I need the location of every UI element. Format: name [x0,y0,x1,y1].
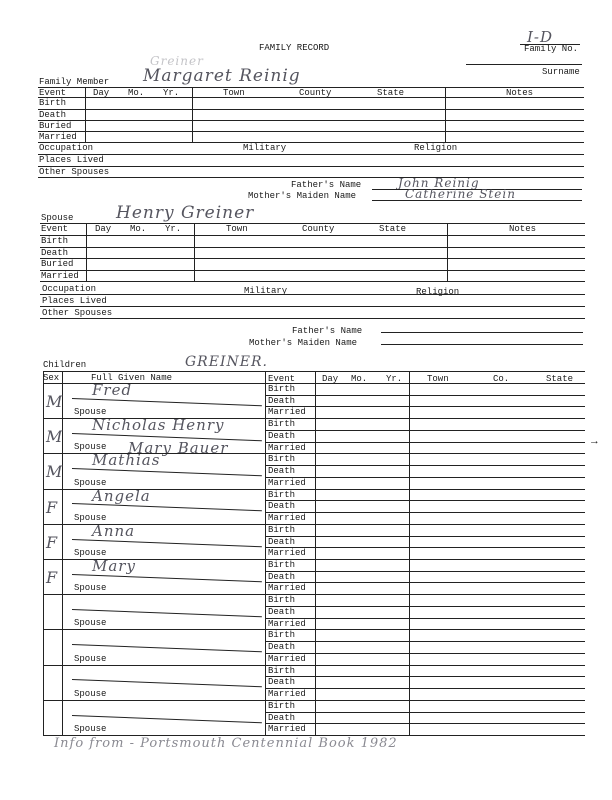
children-table-top-rule [43,371,585,372]
child-event-married: Married [268,689,306,700]
child-spouse-label: Spouse [74,512,107,523]
family-member-name[interactable]: Margaret Reinig [143,66,301,86]
member-father-name[interactable]: John Reinig [398,176,480,190]
spouse-col-year: Yr. [165,224,182,234]
child-event-married: Married [268,513,306,524]
spouse-col-day: Day [95,224,112,234]
spouse-col-divider [447,223,448,281]
spouse-rule [40,247,585,248]
member-event-birth: Birth [39,98,67,108]
children-col-day: Day [322,374,339,384]
member-event-married: Married [39,132,77,142]
spouse-mother-label: Mother's Maiden Name [249,338,358,348]
member-mother-name[interactable]: Catherine Stein [405,187,516,201]
child-spouse-label: Spouse [74,688,107,699]
child-spouse-label: Spouse [74,583,107,594]
member-rule [38,154,584,155]
child-name-line [72,539,262,547]
children-col-name: Full Given Name [91,373,173,383]
spouse-event-married: Married [41,271,79,281]
spouse-father-label: Father's Name [292,326,363,336]
children-label: Children [43,360,87,370]
child-event-rule [265,395,585,396]
spouse-rule [40,235,585,236]
child-sex[interactable]: M [46,392,64,411]
child-name-line [72,503,262,511]
children-surname[interactable]: GREINER. [185,354,268,370]
child-event-rule [265,571,585,572]
child-event-rule [265,442,585,443]
child-name[interactable]: Mary [92,557,136,575]
children-col-year: Yr. [386,374,403,384]
spouse-col-event: Event [41,224,69,234]
child-event-birth: Birth [268,595,296,606]
member-event-buried: Buried [39,121,72,131]
child-spouse-name[interactable]: Mary Bauer [128,439,229,458]
spouse-rule [40,318,585,319]
member-rule [38,131,584,132]
child-spouse-label: Spouse [74,618,107,629]
child-row-rule [43,629,585,630]
children-event-divider [265,371,266,735]
child-event-rule [265,406,585,407]
child-event-married: Married [268,724,306,735]
spouse-rule [40,258,585,259]
spouse-col-month: Mo. [130,224,147,234]
member-col-town: Town [223,88,245,98]
child-row-rule [43,700,585,701]
child-name-line [72,574,262,582]
member-event-death: Death [39,110,67,120]
child-event-married: Married [268,583,306,594]
child-sex[interactable]: F [46,568,59,587]
children-col-event: Event [268,374,296,384]
spouse-other-spouses-label: Other Spouses [42,308,113,318]
children-col-sex: Sex [43,373,60,383]
child-event-rule [265,688,585,689]
child-spouse-label: Spouse [74,407,107,418]
child-event-birth: Birth [268,384,296,394]
child-event-death: Death [268,606,296,617]
member-col-county: County [299,88,332,98]
child-event-birth: Birth [268,630,296,641]
spouse-col-county: County [302,224,335,234]
member-religion-label: Religion [414,143,458,153]
child-event-married: Married [268,548,306,559]
spouse-rule [40,281,585,282]
child-event-rule [265,512,585,513]
child-event-birth: Birth [268,700,296,711]
child-row-rule [43,665,585,666]
child-name[interactable]: Fred [92,381,133,399]
child-event-rule [265,618,585,619]
child-event-rule [265,676,585,677]
spouse-col-state: State [379,224,407,234]
member-rule [38,120,584,121]
spouse-name[interactable]: Henry Greiner [116,203,255,223]
member-col-state: State [377,88,405,98]
member-mother-label: Mother's Maiden Name [248,191,357,201]
surname-line [466,64,582,65]
child-event-death: Death [268,466,296,477]
child-event-death: Death [268,712,296,723]
member-occupation-label: Occupation [39,143,94,153]
member-other-spouses-label: Other Spouses [39,167,110,177]
surname-label: Surname [542,67,580,77]
spouse-rule [40,306,585,307]
child-name-line [72,468,262,476]
child-sex[interactable]: M [46,427,64,447]
child-event-birth: Birth [268,560,296,570]
child-event-rule [265,547,585,548]
family-member-label: Family Member [39,77,110,87]
child-sex[interactable]: F [46,532,59,552]
child-name-line [72,715,262,723]
child-spouse-label: Spouse [74,442,107,453]
child-name[interactable]: Angela [92,486,151,505]
spouse-places-label: Places Lived [42,296,107,306]
children-date-divider [315,371,316,735]
children-col-town: Town [427,374,449,384]
spouse-occupation-label: Occupation [42,284,97,294]
member-col-divider [192,87,193,142]
source-note: Info from - Portsmouth Centennial Book 1982 [54,736,398,751]
child-name-line [72,398,262,406]
spouse-label: Spouse [41,213,74,223]
spouse-religion-label: Religion [416,287,460,297]
child-event-married: Married [268,653,306,664]
child-event-death: Death [268,642,296,653]
child-name-line [72,644,262,652]
child-spouse-label: Spouse [74,477,107,488]
spouse-father-line [381,332,583,333]
member-col-year: Yr. [163,88,180,98]
child-event-rule [265,465,585,466]
child-event-birth: Birth [268,489,296,500]
member-col-divider [85,87,86,142]
children-sex-divider [62,371,63,735]
child-name-line [72,609,262,617]
child-event-death: Death [268,430,296,441]
family-number-value[interactable]: I-D [527,28,554,46]
children-col-month: Mo. [351,374,368,384]
child-spouse-label: Spouse [74,548,107,558]
member-rule [38,177,584,178]
child-event-rule [265,641,585,642]
spouse-rule [40,294,585,295]
children-col-state: State [546,374,574,384]
child-event-rule [265,582,585,583]
member-rule [38,109,584,110]
member-places-label: Places Lived [39,155,104,165]
member-father-label: Father's Name [291,180,362,190]
child-event-rule [265,723,585,724]
child-name-line [72,679,262,687]
spouse-col-town: Town [226,224,248,234]
spouse-military-label: Military [244,286,288,296]
child-event-rule [265,430,585,431]
child-event-rule [265,606,585,607]
spouse-event-death: Death [41,248,69,258]
member-col-month: Mo. [128,88,145,98]
spouse-event-birth: Birth [41,236,69,246]
child-name[interactable]: Nicholas Henry [92,416,225,435]
child-name[interactable]: Anna [92,521,136,540]
child-event-rule [265,653,585,654]
children-place-divider [409,371,410,735]
child-event-rule [265,536,585,537]
child-event-married: Married [268,407,306,418]
form-title: FAMILY RECORD [259,43,330,53]
children-table-left-border [43,371,44,735]
spouse-col-divider [194,223,195,281]
child-event-married: Married [268,442,306,453]
child-sex[interactable]: F [46,497,59,517]
child-event-death: Death [268,571,296,582]
child-spouse-label: Spouse [74,653,107,664]
child-event-death: Death [268,536,296,547]
child-spouse-label: Spouse [74,724,107,734]
children-col-county: Co. [493,374,510,384]
member-rule [38,166,584,167]
child-event-married: Married [268,477,306,488]
surname-faint-text: Greiner [150,54,204,68]
child-name[interactable]: Mathias [92,451,161,470]
member-mother-line [372,200,582,201]
spouse-col-notes: Notes [509,224,537,234]
child-event-death: Death [268,395,296,406]
family-number-label: Family No. [524,44,579,54]
spouse-rule [40,270,585,271]
member-rule [38,142,584,143]
child-event-death: Death [268,501,296,512]
member-col-divider [445,87,446,142]
spouse-col-divider [86,223,87,281]
member-military-label: Military [243,143,287,153]
child-row-rule [43,594,585,595]
child-event-rule [265,477,585,478]
member-col-event: Event [39,88,67,98]
continuation-arrow: → [591,436,598,448]
child-event-birth: Birth [268,454,296,465]
spouse-mother-line [381,344,583,345]
child-sex[interactable]: M [46,462,64,482]
child-event-birth: Birth [268,665,296,676]
member-rule [38,97,584,98]
child-event-birth: Birth [268,524,296,535]
child-event-rule [265,712,585,713]
child-event-birth: Birth [268,419,296,430]
child-event-death: Death [268,677,296,688]
spouse-event-buried: Buried [41,259,74,269]
member-col-day: Day [93,88,110,98]
child-event-rule [265,500,585,501]
member-col-notes: Notes [506,88,534,98]
child-event-married: Married [268,618,306,629]
